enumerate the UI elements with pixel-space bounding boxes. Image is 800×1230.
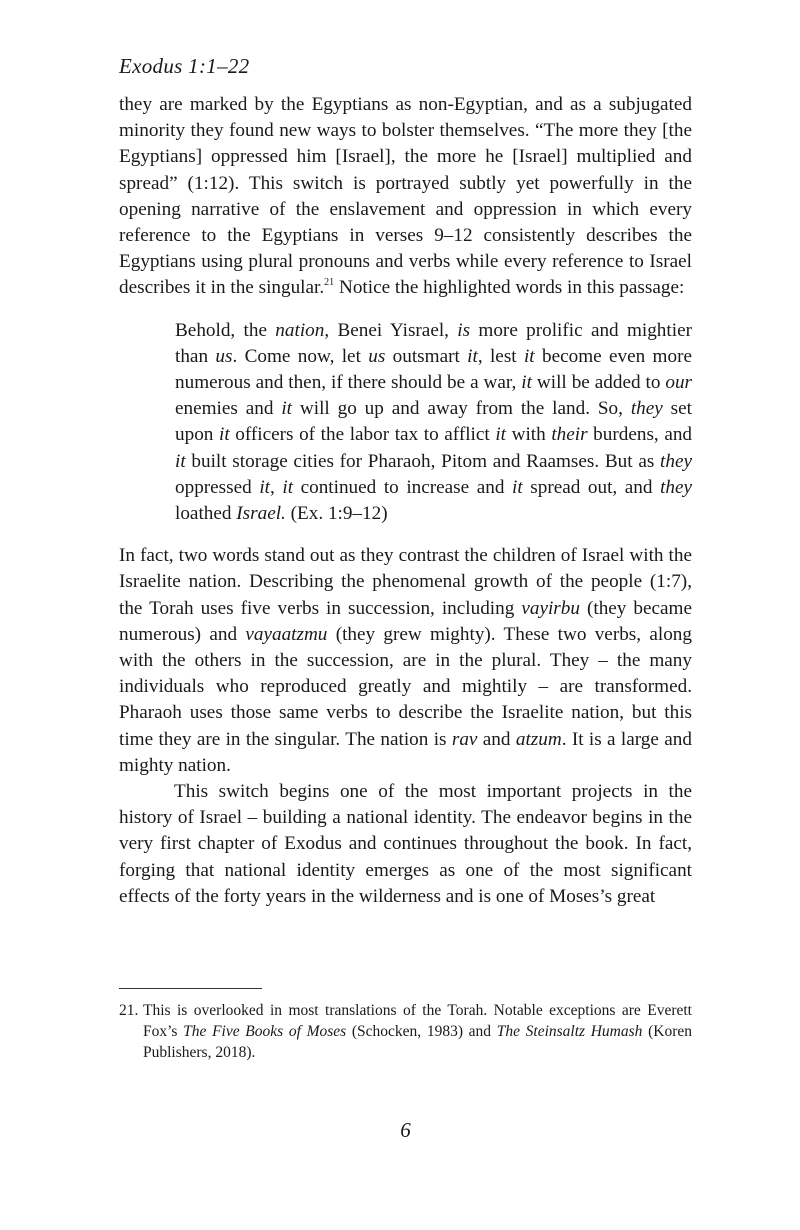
quote-emphasis: it (495, 424, 507, 446)
quote-text: officers of the labor tax to afflict (229, 424, 496, 446)
quote-emphasis: they (660, 476, 693, 498)
quote-text: will go up and away from the land. So, (292, 398, 631, 420)
quote-text: , Benei Yisrael, (324, 319, 458, 341)
quote-text: set upon (175, 398, 692, 446)
paragraph-1 (119, 92, 692, 302)
running-head: Exodus 1:1–22 (119, 54, 250, 78)
hebrew-term: atzum (515, 728, 562, 750)
footnote-divider (119, 988, 262, 989)
quote-emphasis: Israel. (236, 503, 286, 525)
footnote-21 (119, 1000, 692, 1063)
footnote-text-part: (Schocken, 1983) and (346, 1023, 497, 1040)
footnote-text (143, 1000, 692, 1063)
quote-emphasis: they (660, 450, 692, 472)
book-title: The Steinsaltz Humash (496, 1023, 643, 1040)
quote-text: more prolific and mightier than (175, 319, 692, 367)
footnote-number: 21. (119, 1002, 139, 1019)
quote-emphasis: us (215, 345, 233, 367)
quote-emphasis: it (282, 476, 294, 498)
book-title: The Five Books of Moses (183, 1023, 347, 1040)
quote-text: , (269, 476, 283, 498)
paragraph-2 (119, 543, 692, 779)
footnote-text-part: (Koren Publishers, 2018). (143, 1023, 692, 1061)
quote-text: built storage cities for Pharaoh, Pitom and Raamses. But as (185, 450, 661, 472)
quote-emphasis: it (175, 450, 186, 472)
quote-text: enemies and (175, 398, 282, 420)
quote-emphasis: is (457, 319, 471, 341)
quote-emphasis: their (551, 424, 588, 446)
quote-emphasis: it (281, 398, 292, 420)
quote-emphasis: it (218, 424, 230, 446)
hebrew-term: vayirbu (521, 597, 580, 619)
quote-emphasis: it (512, 476, 523, 498)
quote-emphasis: it (259, 476, 270, 498)
paragraph-2-text: and (477, 728, 516, 750)
quote-emphasis: our (665, 372, 692, 394)
block-quote (175, 318, 692, 528)
main-text (119, 92, 692, 910)
paragraph-3: This switch begins one of the most important projects in the history of Israel – building a national identity. The endeavor begins in the very first chapter of Exodus and continues throughout the book. In fact, forging that national identity emerges as one of the most significant effects of the forty years in the wilderness and is one of Moses’s great (119, 781, 692, 907)
quote-emphasis: it (521, 372, 532, 394)
paragraph-2-text: (they became numerous) and (119, 597, 692, 645)
quote-text: Behold, the (175, 319, 276, 341)
quote-emphasis: they (630, 398, 663, 420)
paragraph-1-text-end: Notice the highlighted words in this passage: (334, 277, 685, 299)
quote-text: will be added to (531, 372, 666, 394)
paragraph-2-text: . It is a large and mighty nation. (119, 728, 692, 776)
quote-emphasis: us (368, 345, 386, 367)
paragraph-1-text: they are marked by the Egyptians as non-Egyptian, and as a subjugated minority they found new ways to bolster themselves. “The more they [the Egyptians] oppressed him [Israel], the more he [Israel] multiplied and spread” (1:12). This switch is portrayed subtly yet powerfully in the opening narrative of the enslavement and oppression in which every reference to the Egyptians in verses 9–12 consistently describes the Egyptians using plural pronouns and verbs while every reference to Israel describes it in the singular. (119, 94, 692, 299)
footnote-reference[interactable]: 21 (324, 277, 335, 289)
footnote-text-part: This is overlooked in most translations of the Torah. Notable exceptions are Everett Fox’s (143, 1002, 692, 1040)
quote-text: continued to increase and (293, 476, 513, 498)
quote-citation: (Ex. 1:9–12) (285, 503, 388, 525)
quote-text: with (506, 424, 552, 446)
quote-text: become even more numerous and then, if there should be a war, (175, 345, 692, 394)
quote-emphasis: it (467, 345, 478, 367)
quote-text: spread out, and (522, 476, 661, 498)
paragraph-2-text: (they grew mighty). These two verbs, along with the others in the succession, are in the plural. They – the many individuals who reproduced greatly and mightily – are transformed. Pharaoh uses those same verbs to describe the Israelite nation, but this time they are in the singular. The nation is (119, 623, 692, 750)
quote-text: loathed (175, 503, 237, 525)
paragraph-2-text: In fact, two words stand out as they contrast the children of Israel with the Israelite nation. Describing the phenomenal growth of the people (1:7), the Torah uses five verbs in succession, including (119, 545, 692, 619)
hebrew-term: vayaatzmu (245, 623, 328, 645)
quote-text: burdens, and (587, 424, 693, 446)
quote-emphasis: nation (275, 319, 325, 341)
hebrew-term: rav (451, 728, 478, 750)
quote-text: , lest (477, 345, 524, 367)
quote-emphasis: it (523, 345, 535, 367)
page-number: 6 (400, 1118, 411, 1142)
quote-text: . Come now, let (232, 345, 369, 367)
quote-text: outsmart (385, 345, 468, 367)
quote-text: oppressed (175, 476, 260, 498)
